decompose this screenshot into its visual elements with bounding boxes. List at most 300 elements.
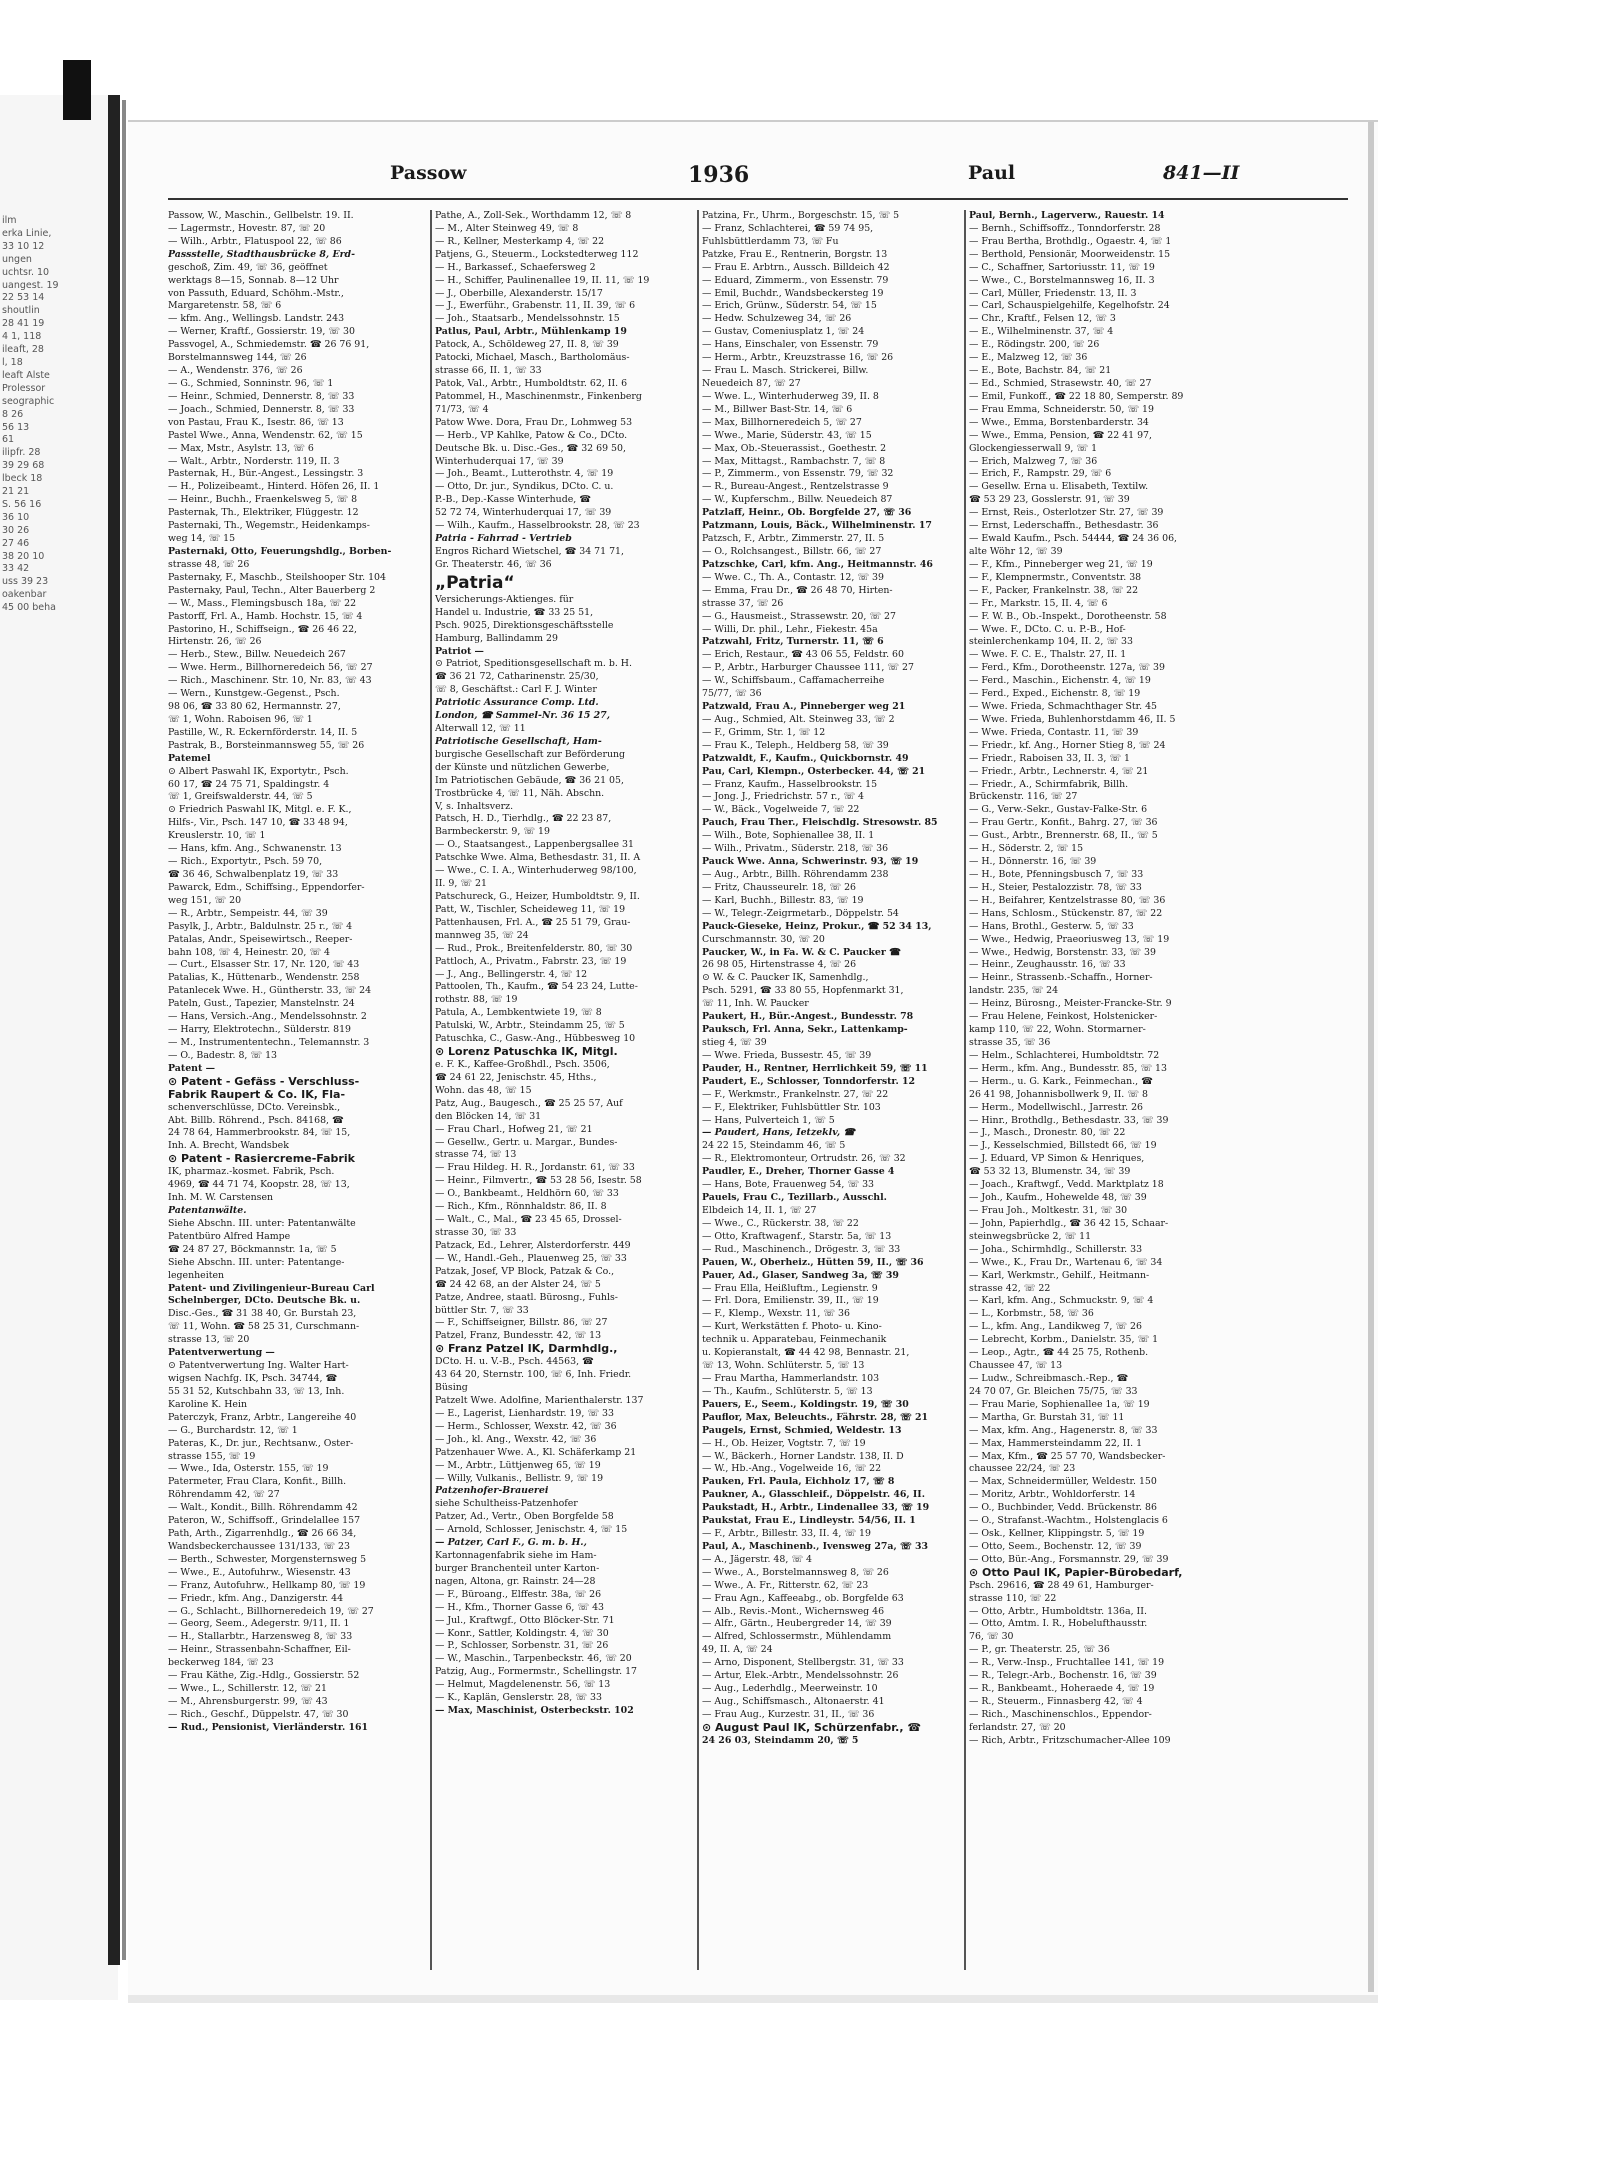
directory-entry: — G., Schmied, Sonninstr. 96, ☏ 1	[168, 377, 334, 389]
directory-entry: — W., Mass., Flemingsbusch 18a, ☏ 22	[168, 597, 357, 609]
directory-entry: — Emma, Frau Dr., ☎ 26 48 70, Hirten-	[702, 584, 893, 596]
directory-entry: — F., Elektriker, Fuhlsbüttler Str. 103	[702, 1101, 881, 1113]
directory-entry: — Ferd., Maschin., Eichenstr. 4, ☏ 19	[969, 675, 1151, 687]
directory-entry: weg 151, ☏ 20	[168, 894, 242, 906]
directory-entry: — R., Elektromonteur, Ortrudstr. 26, ☏ 32	[702, 1153, 906, 1165]
directory-entry: — Gustav, Comeniusplatz 1, ☏ 24	[702, 326, 865, 338]
directory-entry: Pathe, A., Zoll-Sek., Worthdamm 12, ☏ 8	[435, 210, 632, 221]
left-page-fragment: 33 42	[2, 563, 30, 575]
left-page-fragment: shoutlin	[2, 305, 40, 317]
directory-entry: Pawarck, Edm., Schiffsing., Eppendorfer-	[168, 881, 365, 893]
directory-entry: — Artur, Elek.-Arbtr., Mendelssohnstr. 26	[702, 1670, 899, 1682]
directory-entry: — Franz, Autofuhrw., Hellkamp 80, ☏ 19	[168, 1579, 366, 1591]
directory-entry: Patommel, H., Maschinenmstr., Finkenberg	[435, 390, 642, 402]
directory-entry: DCto. H. u. V.-B., Psch. 44563, ☎	[435, 1356, 594, 1368]
page-right-edge	[1368, 122, 1374, 1992]
directory-entry: Pauen, W., Oberheiz., Hütten 59, II., ☏ 36	[702, 1256, 924, 1268]
directory-entry: 55 31 52, Kutschbahn 33, ☏ 13, Inh.	[168, 1385, 345, 1397]
directory-entry: — E., Bote, Bachstr. 84, ☏ 21	[969, 365, 1112, 377]
directory-entry: — Aug., Lederhdlg., Meerweinstr. 10	[702, 1683, 878, 1695]
directory-entry: Patz, Aug., Baugesch., ☎ 25 25 57, Auf	[435, 1097, 623, 1109]
directory-entry: Kartonnagenfabrik siehe im Ham-	[435, 1550, 597, 1562]
directory-entry: steinlerchenkamp 104, II. 2, ☏ 33	[969, 636, 1133, 648]
directory-entry: — Erich, Grünw., Süderstr. 54, ☏ 15	[702, 300, 877, 312]
entry-column-1	[168, 210, 460, 1970]
directory-entry: — Rud., Prok., Breitenfelderstr. 80, ☏ 30	[435, 942, 633, 954]
directory-entry: burgische Gesellschaft zur Beförderung	[435, 748, 626, 760]
directory-entry: 52 72 74, Winterhuderquai 17, ☏ 39	[435, 507, 612, 519]
directory-entry: — O., Staatsangest., Lappenbergsallee 31	[435, 839, 634, 851]
directory-entry: ⊙ Otto Paul IK, Papier-Bürobedarf,	[969, 1566, 1183, 1579]
directory-entry: Pauels, Frau C., Tezillarb., Ausschl.	[702, 1192, 887, 1204]
directory-entry: — Rich., Maschinenschlos., Eppendor-	[969, 1708, 1152, 1720]
directory-entry: — Herm., Modellwischl., Jarrestr. 26	[969, 1101, 1144, 1113]
left-page-fragment: ungen	[2, 253, 32, 265]
directory-entry: — Gesellw., Gertr. u. Margar., Bundes-	[435, 1136, 618, 1148]
directory-entry: — Joh., Staatsarb., Mendelssohnstr. 15	[435, 313, 620, 325]
directory-entry: — A., Wendenstr. 376, ☏ 26	[168, 365, 303, 377]
directory-entry: Hirtenstr. 26, ☏ 26	[168, 636, 262, 648]
directory-entry: „Patria“	[435, 572, 515, 593]
directory-entry: — Konr., Sattler, Koldingstr. 4, ☏ 30	[435, 1627, 609, 1639]
directory-entry: Patuschka, C., Gasw.-Ang., Hübbesweg 10	[435, 1033, 636, 1045]
directory-entry: — E., Malzweg 12, ☏ 36	[969, 352, 1088, 364]
directory-entry: Paukert, H., Bür.-Angest., Bundesstr. 78	[702, 1011, 914, 1023]
directory-entry: — R., Verw.-Insp., Fruchtallee 141, ☏ 19	[969, 1657, 1165, 1669]
directory-entry: — Joach., Kraftwgf., Vedd. Marktplatz 18	[969, 1179, 1164, 1191]
directory-entry: Patent- und Zivilingenieur-Bureau Carl	[168, 1282, 375, 1294]
directory-entry: 60 17, ☎ 24 75 71, Spaldingstr. 4	[168, 778, 330, 790]
directory-entry: — R., Arbtr., Sempeistr. 44, ☏ 39	[168, 907, 328, 919]
directory-entry: V, s. Inhaltsverz.	[435, 800, 514, 812]
directory-entry: technik u. Apparatebau, Feinmechanik	[702, 1334, 887, 1346]
directory-entry: IK, pharmaz.-kosmet. Fabrik, Psch.	[168, 1166, 335, 1178]
directory-entry: bahn 108, ☏ 4, Heinestr. 20, ☏ 4	[168, 946, 330, 958]
directory-entry: — Otto, Amtm. I. R., Hobelufthausstr.	[969, 1618, 1148, 1630]
directory-entry: — Georg, Seem., Adegerstr. 9/11, II. 1	[168, 1618, 350, 1630]
directory-entry: — Frau Bertha, Brothdlg., Ogaestr. 4, ☏ 1	[969, 235, 1172, 247]
directory-entry: — F., Klempnermstr., Conventstr. 38	[969, 571, 1142, 583]
directory-entry: — F., Packer, Frankelnstr. 38, ☏ 22	[969, 584, 1139, 596]
directory-entry: Patt, W., Tischler, Scheideweg 11, ☏ 19	[435, 903, 626, 915]
directory-entry: — Wwe. C., Th. A., Contastr. 12, ☏ 39	[702, 571, 884, 583]
directory-entry: — O., Bankbeamt., Heldhörn 60, ☏ 33	[435, 1188, 619, 1200]
directory-entry: Röhrendamm 42, ☏ 27	[168, 1489, 280, 1501]
directory-entry: Winterhuderquai 17, ☏ 39	[435, 455, 564, 467]
directory-entry: Pauck Wwe. Anna, Schwerinstr. 93, ☏ 19	[702, 856, 919, 868]
column-divider	[964, 210, 966, 1970]
directory-entry: Patentanwälte.	[168, 1204, 247, 1216]
header-rule	[168, 198, 1348, 200]
left-page-fragment: uangest. 19	[2, 279, 59, 291]
directory-entry: — Fritz, Chausseurelr. 18, ☏ 26	[702, 881, 857, 893]
left-page-fragment: 21 21	[2, 486, 30, 498]
directory-entry: Path, Arth., Zigarrenhdlg., ☎ 26 66 34,	[168, 1528, 357, 1540]
directory-entry: Patsch, H. D., Tierhdlg., ☎ 22 23 87,	[435, 813, 612, 825]
directory-entry: — Frau Emma, Schneiderstr. 50, ☏ 19	[969, 403, 1154, 415]
directory-entry: — W., Handl.-Geh., Plauenweg 25, ☏ 33	[435, 1252, 627, 1264]
directory-entry: Paukner, A., Glasschleif., Döppelstr. 46, II.	[702, 1489, 925, 1501]
left-page-fragment: ilipfr. 28	[2, 447, 41, 459]
directory-entry: Patentbüro Alfred Hampe	[168, 1230, 291, 1242]
directory-entry: — Berthold, Pensionär, Moorweidenstr. 15	[969, 248, 1171, 260]
directory-entry: — Friedr., Raboisen 33, II. 3, ☏ 1	[969, 752, 1131, 764]
directory-entry: Patzsch, F., Arbtr., Zimmerstr. 27, II. 5	[702, 533, 885, 545]
directory-entry: Pauch, Frau Ther., Fleischdlg. Stresowstr. 85	[702, 817, 938, 829]
directory-entry: — Max, Kfm., ☎ 25 57 70, Wandsbecker-	[969, 1450, 1166, 1462]
directory-entry: — Ludw., Schreibmasch.-Rep., ☎	[969, 1372, 1129, 1384]
directory-entry: — kfm. Ang., Wellingsb. Landstr. 243	[168, 313, 345, 325]
directory-entry: 26 98 05, Hirtenstrasse 4, ☏ 26	[702, 959, 857, 971]
directory-entry: schenverschlüsse, DCto. Vereinsbk.,	[168, 1101, 341, 1113]
directory-entry: — Wwe., Hedwig, Borstenstr. 33, ☏ 39	[969, 946, 1156, 958]
directory-entry: ☏ 11, Wohn. ☎ 58 25 31, Curschmann-	[168, 1321, 360, 1333]
directory-entry: Patzer, Ad., Vertr., Oben Borgfelde 58	[435, 1511, 614, 1523]
directory-entry: Neuedeich 87, ☏ 27	[702, 377, 801, 389]
directory-entry: — P., Zimmerm., von Essenstr. 79, ☏ 32	[702, 468, 894, 480]
directory-entry: Pauers, E., Seem., Koldingstr. 19, ☏ 30	[702, 1398, 909, 1410]
directory-entry: — Herm., u. G. Kark., Feinmechan., ☎	[969, 1075, 1153, 1087]
directory-entry: Patriot —	[435, 645, 484, 657]
directory-entry: — Friedr., kf. Ang., Horner Stieg 8, ☏ 24	[969, 739, 1166, 751]
directory-entry: — Leop., Agtr., ☎ 44 25 75, Rothenb.	[969, 1347, 1149, 1359]
directory-entry: Engros Richard Wietschel, ☎ 34 71 71,	[435, 545, 624, 557]
directory-entry: mannweg 35, ☏ 24	[435, 929, 529, 941]
directory-entry: ☏ 11, Inh. W. Paucker	[702, 998, 809, 1010]
directory-entry: — Paudert, Hans, Ietzeklv, ☎	[702, 1127, 856, 1139]
directory-entry: — Wwe., Emma, Pension, ☎ 22 41 97,	[969, 429, 1152, 441]
directory-entry: 75/77, ☏ 36	[702, 688, 762, 700]
directory-entry: Patria - Fahrrad - Vertrieb	[435, 533, 572, 545]
directory-entry: Patzenhauer Wwe. A., Kl. Schäferkamp 21	[435, 1446, 637, 1458]
directory-entry: — Th., Kaufm., Schlüterstr. 5, ☏ 13	[702, 1385, 873, 1397]
directory-entry: Hamburg, Ballindamm 29	[435, 632, 558, 644]
directory-entry: steinwegsbrücke 2, ☏ 11	[969, 1230, 1092, 1242]
directory-entry: — W., Bäck., Vogelweide 7, ☏ 22	[702, 804, 860, 816]
left-page-fragment: lbeck 18	[2, 473, 43, 485]
directory-entry: Patschke Wwe. Alma, Bethesdastr. 31, II. A	[435, 852, 641, 864]
directory-entry: — Rud., Pensionist, Vierländerstr. 161	[168, 1721, 369, 1733]
directory-entry: ☏ 1, Greifswalderstr. 44, ☏ 5	[168, 791, 313, 803]
directory-entry: Curschmannstr. 30, ☏ 20	[702, 933, 825, 945]
left-page-fragment: 30 26	[2, 524, 30, 536]
directory-entry: — Aug., Schmied, Alt. Steinweg 33, ☏ 2	[702, 713, 895, 725]
directory-entry: Wohn. das 48, ☏ 15	[435, 1084, 532, 1096]
directory-entry: Paucker, W., in Fa. W. & C. Paucker ☎	[702, 946, 901, 958]
directory-entry: strasse 13, ☏ 20	[168, 1334, 250, 1346]
left-page-fragment: 22 53 14	[2, 292, 45, 304]
directory-entry: — M., Arbtr., Lüttjenweg 65, ☏ 19	[435, 1459, 601, 1471]
directory-entry: — F. W. B., Ob.-Inspekt., Dorotheenstr. 58	[969, 610, 1167, 622]
directory-entry: — P., gr. Theaterstr. 25, ☏ 36	[969, 1644, 1110, 1656]
directory-entry: Inh. A. Brecht, Wandsbek	[168, 1140, 289, 1152]
directory-entry: legenheiten	[168, 1269, 225, 1281]
directory-entry: Patzelt Wwe. Adolfine, Marienthalerstr. 137	[435, 1394, 644, 1406]
directory-entry: — Kurt, Werkstätten f. Photo- u. Kino-	[702, 1321, 882, 1333]
directory-entry: — Otto, Seem., Bochenstr. 12, ☏ 39	[969, 1540, 1142, 1552]
page-number: 841—II	[1163, 162, 1240, 184]
directory-entry: — Ferd., Exped., Eichenstr. 8, ☏ 19	[969, 688, 1141, 700]
directory-entry: — Wwe. Herm., Billhorneredeich 56, ☏ 27	[168, 662, 373, 674]
directory-entry: — F., Grimm, Str. 1, ☏ 12	[702, 726, 826, 738]
directory-entry: — G., Schlacht., Billhorneredeich 19, ☏ 27	[168, 1605, 374, 1617]
directory-entry: — Gust., Arbtr., Brennerstr. 68, II., ☏ 5	[969, 830, 1158, 842]
directory-entry: — Franz, Schlachterei, ☎ 59 74 95,	[702, 222, 874, 234]
left-page-fragment: 45 00 beha	[2, 602, 56, 614]
directory-entry: — F., Büroang., Elffestr. 38a, ☏ 26	[435, 1588, 602, 1600]
left-page-fragment: seographic	[2, 395, 55, 407]
directory-entry: Patzenhofer-Brauerei	[435, 1485, 549, 1497]
directory-entry: — Herm., Schlosser, Wexstr. 42, ☏ 36	[435, 1420, 617, 1432]
directory-entry: — C., Schaffner, Sartoriusstr. 11, ☏ 19	[969, 261, 1155, 273]
directory-entry: Büsing	[435, 1382, 468, 1394]
directory-entry: Paudler, E., Dreher, Thorner Gasse 4	[702, 1166, 895, 1178]
directory-entry: — F., Arbtr., Billestr. 33, II. 4, ☏ 19	[702, 1528, 871, 1540]
directory-entry: Patriotic Assurance Comp. Ltd.	[435, 697, 599, 709]
directory-entry: — Rich., Geschf., Düppelstr. 47, ☏ 30	[168, 1708, 349, 1720]
directory-entry: — Emil, Funkoff., ☎ 22 18 80, Semperstr. 89	[969, 390, 1184, 402]
directory-entry: Psch. 5291, ☎ 33 80 55, Hopfenmarkt 31,	[702, 985, 904, 997]
directory-entry: Brückenstr. 116, ☏ 27	[969, 791, 1078, 803]
directory-entry: Fuhlsbüttlerdamm 73, ☏ Fu	[702, 235, 839, 247]
directory-entry: — Wwe. L., Winterhuderweg 39, II. 8	[702, 390, 879, 402]
directory-entry: alte Wöhr 12, ☏ 39	[969, 545, 1063, 557]
directory-entry: — R., Bankbeamt., Hoheraede 4, ☏ 19	[969, 1683, 1155, 1695]
directory-entry: der Künste und nützlichen Gewerbe,	[435, 761, 610, 773]
directory-entry: — W., Bäckerh., Horner Landstr. 138, II. D	[702, 1450, 904, 1462]
directory-entry: — M., Instrumententechn., Telemannstr. 3	[168, 1037, 370, 1048]
directory-entry: Pauck-Gieseke, Heinz, Prokur., ☎ 52 34 13,	[702, 920, 932, 932]
running-head	[128, 162, 1368, 196]
directory-entry: Paul, A., Maschinenb., Ivensweg 27a, ☏ 33	[702, 1540, 929, 1552]
directory-entry: — Rich., Maschinenr. Str. 10, Nr. 83, ☏ 43	[168, 675, 372, 687]
directory-entry: — Rich, Arbtr., Fritzschumacher-Allee 109	[969, 1734, 1171, 1746]
directory-entry: — Joha., Schirmhdlg., Schillerstr. 33	[969, 1243, 1143, 1255]
directory-entry: — H., Ob. Heizer, Vogtstr. 7, ☏ 19	[702, 1437, 866, 1449]
directory-entry: — Otto, Dr. jur., Syndikus, DCto. C. u.	[435, 481, 614, 493]
directory-entry: — Heinr., Strassenb.-Schaffn., Horner-	[969, 972, 1153, 984]
directory-entry: Passow, W., Maschin., Gellbelstr. 19. II.	[168, 210, 354, 221]
directory-entry: Patzel, Franz, Bundesstr. 42, ☏ 13	[435, 1330, 602, 1342]
directory-entry: — Wwe., C. I. A., Winterhuderweg 98/100,	[435, 865, 637, 877]
directory-entry: — Walt., C., Mal., ☎ 23 45 65, Drossel-	[435, 1214, 622, 1226]
directory-entry: — R., Steuerm., Finnasberg 42, ☏ 4	[969, 1696, 1143, 1708]
directory-entry: — Franz, Kaufm., Hasselbrookstr. 15	[702, 778, 878, 790]
directory-entry: werktags 8—15, Sonnab. 8—12 Uhr	[168, 274, 339, 286]
directory-entry: — Joh., Beamt., Lutterothstr. 4, ☏ 19	[435, 468, 614, 480]
directory-entry: Siehe Abschn. III. unter: Patentanwälte	[168, 1217, 356, 1229]
directory-entry: den Blöcken 14, ☏ 31	[435, 1110, 542, 1122]
directory-entry: — Karl, Werkmstr., Gehilf., Heitmann-	[969, 1269, 1150, 1281]
directory-entry: — O., Badestr. 8, ☏ 13	[168, 1049, 278, 1061]
directory-entry: ☎ 24 61 22, Jenischstr. 45, Hths.,	[435, 1071, 597, 1083]
directory-entry: — Willi, Dr. phil., Lehr., Fiekestr. 45a	[702, 623, 878, 635]
left-page-fragment: 39 29 68	[2, 460, 45, 472]
directory-entry: Hilfs-, Vir., Psch. 147 10, ☎ 33 48 94,	[168, 817, 348, 829]
directory-entry: — J., Oberbille, Alexanderstr. 15/17	[435, 287, 603, 299]
directory-entry: — Aug., Schiffsmasch., Altonaerstr. 41	[702, 1696, 885, 1708]
directory-entry: — Alb., Revis.-Mont., Wichernsweg 46	[702, 1605, 885, 1617]
left-page-fragment: oakenbar	[2, 589, 47, 601]
directory-entry: — Wwe. Frieda, Schmachthager Str. 45	[969, 701, 1158, 713]
directory-entry: — E., Rödingstr. 200, ☏ 26	[969, 339, 1100, 351]
directory-entry: — W., Maschin., Tarpenbeckstr. 46, ☏ 20	[435, 1653, 632, 1665]
directory-entry: Patalas, Andr., Speisewirtsch., Reeper-	[168, 933, 353, 945]
left-page-fragment: ilm	[2, 215, 17, 226]
left-page-fragment: 38 20 10	[2, 550, 45, 562]
directory-entry: — Rud., Maschinench., Drögestr. 3, ☏ 33	[702, 1243, 901, 1255]
directory-entry: — Lagermstr., Hovestr. 87, ☏ 20	[168, 222, 326, 234]
directory-entry: Patzig, Aug., Formermstr., Schellingstr. 17	[435, 1666, 637, 1678]
left-page-fragment: 4 1, 118	[2, 331, 42, 343]
directory-entry: — Wwe. F., DCto. C. u. P.-B., Hof-	[969, 623, 1126, 635]
directory-entry: ☏ 8, Geschäftst.: Carl F. J. Winter	[435, 684, 597, 696]
directory-entry: — H., Dönnerstr. 16, ☏ 39	[969, 856, 1097, 868]
directory-page	[128, 120, 1378, 2000]
directory-entry: strasse 74, ☏ 13	[435, 1149, 517, 1161]
left-page-fragment: 56 13	[2, 421, 30, 433]
directory-entry: ferlandstr. 27, ☏ 20	[969, 1721, 1066, 1733]
directory-entry: Abt. Billb. Röhrend., Psch. 84168, ☎	[168, 1114, 344, 1126]
directory-entry: geschoß, Zim. 49, ☏ 36, geöffnet	[168, 261, 328, 273]
directory-entry: — Arno, Disponent, Stellbergstr. 31, ☏ 33	[702, 1657, 904, 1669]
directory-entry: — H., Kfm., Thorner Gasse 6, ☏ 43	[435, 1601, 605, 1613]
directory-entry: Psch. 29616, ☎ 28 49 61, Hamburger-	[969, 1579, 1154, 1591]
directory-entry: Pasternaky, F., Maschb., Steilshooper Str. 104	[168, 571, 386, 583]
directory-entry: beckerweg 184, ☏ 23	[168, 1657, 274, 1669]
directory-entry: — Wwe., C., Borstelmannsweg 16, II. 3	[969, 274, 1155, 286]
directory-entry: Paugels, Ernst, Schmied, Weldestr. 13	[702, 1424, 902, 1436]
directory-entry: — Otto, Bür.-Ang., Forsmannstr. 29, ☏ 39	[969, 1553, 1169, 1565]
directory-entry: — Frau Käthe, Zig.-Hdlg., Gossierstr. 52	[168, 1670, 360, 1682]
directory-entry: ☎ 36 21 72, Catharinenstr. 25/30,	[435, 671, 599, 683]
directory-entry: Patzmann, Louis, Bäck., Wilhelminenstr. 17	[702, 520, 932, 532]
left-page-fragment: erka Linie,	[2, 227, 52, 239]
directory-entry: Patok, Val., Arbtr., Humboldtstr. 62, II. 6	[435, 377, 628, 389]
directory-entry: — Lebrecht, Korbm., Danielstr. 35, ☏ 1	[969, 1334, 1159, 1346]
directory-entry: — Jul., Kraftwgf., Otto Blöcker-Str. 71	[435, 1614, 615, 1626]
directory-entry: — Frau Charl., Hofweg 21, ☏ 21	[435, 1123, 593, 1135]
directory-entry: — H., Söderstr. 2, ☏ 15	[969, 843, 1084, 855]
directory-entry: — Bernh., Schiffsoffz., Tonndorferstr. 28	[969, 222, 1161, 234]
left-page-fragment: 28 41 19	[2, 318, 45, 330]
directory-entry: strasse 42, ☏ 22	[969, 1282, 1051, 1294]
directory-entry: Pauken, Frl. Paula, Eichholz 17, ☏ 8	[702, 1476, 895, 1488]
directory-entry: Pateron, W., Schiffsoff., Grindelallee 157	[168, 1515, 361, 1527]
directory-entry: — Osk., Kellner, Klippingstr. 5, ☏ 19	[969, 1528, 1145, 1540]
directory-entry: — Hans, Versich.-Ang., Mendelssohnstr. 2	[168, 1011, 367, 1023]
directory-entry: von Passuth, Eduard, Schöhm.-Mstr.,	[168, 287, 344, 299]
left-page-fragment: 27 46	[2, 537, 30, 549]
directory-entry: — R., Kellner, Mesterkamp 4, ☏ 22	[435, 235, 605, 247]
directory-entry: Pasylk, J., Arbtr., Baldulnstr. 25 r., ☏ 4	[168, 920, 353, 932]
directory-entry: — Jong. J., Friedrichstr. 57 r., ☏ 4	[702, 791, 864, 803]
directory-entry: Kreuslerstr. 10, ☏ 1	[168, 830, 266, 842]
directory-entry: — Willy, Vulkanis., Bellistr. 9, ☏ 19	[435, 1472, 604, 1484]
directory-entry: burger Branchenteil unter Karton-	[435, 1562, 600, 1574]
directory-entry: — Heinr., Buchh., Fraenkelsweg 5, ☏ 8	[168, 494, 358, 506]
directory-entry: Trostbrücke 4, ☏ 11, Näh. Abschn.	[435, 787, 605, 799]
directory-entry: Passstelle, Stadthausbrücke 8, Erd-	[168, 248, 355, 260]
directory-entry: — Heinr., Schmied, Dennerstr. 8, ☏ 33	[168, 390, 355, 402]
directory-entry: — Wern., Kunstgew.-Gegenst., Psch.	[168, 688, 340, 700]
directory-entry: — H., Beifahrer, Kentzelstrasse 80, ☏ 36	[969, 894, 1166, 906]
directory-entry: Pattenhausen, Frl. A., ☎ 25 51 79, Grau-	[435, 916, 631, 928]
directory-entry: Gr. Theaterstr. 46, ☏ 36	[435, 558, 552, 570]
directory-entry: — Ernst, Lederschaffn., Bethesdastr. 36	[969, 520, 1159, 532]
directory-entry: — Max, Ob.-Steuerassist., Goethestr. 2	[702, 442, 887, 454]
directory-entry: — Heinr., Filmvertr., ☎ 53 28 56, Isestr. 58	[435, 1175, 642, 1187]
directory-entry: — Hans, Pulverteich 1, ☏ 5	[702, 1114, 835, 1126]
entry-column-2	[435, 210, 727, 1970]
directory-entry: — Otto, Kraftwagenf., Starstr. 5a, ☏ 13	[702, 1230, 892, 1242]
directory-entry: 24 22 15, Steindamm 46, ☏ 5	[702, 1140, 846, 1152]
directory-entry: Pauksch, Frl. Anna, Sekr., Lattenkamp-	[702, 1024, 908, 1036]
directory-entry: Disc.-Ges., ☎ 31 38 40, Gr. Burstah 23,	[168, 1308, 357, 1320]
directory-entry: strasse 35, ☏ 36	[969, 1037, 1051, 1048]
directory-entry: — Frau Gertr., Konfit., Bahrg. 27, ☏ 36	[969, 817, 1158, 829]
directory-entry: ⊙ August Paul IK, Schürzenfabr., ☎	[702, 1721, 922, 1734]
directory-entry: — Emil, Buchdr., Wandsbeckersteg 19	[702, 287, 884, 299]
directory-entry: Patzwaldt, F., Kaufm., Quickbornstr. 49	[702, 752, 909, 764]
directory-entry: — J., Ewerführ., Grabenstr. 11, II. 39, ☏ 6	[435, 300, 636, 312]
directory-entry: — Wwe., C., Rückerstr. 38, ☏ 22	[702, 1217, 859, 1229]
directory-entry: P.-B., Dep.-Kasse Winterhude, ☎	[435, 494, 591, 506]
directory-entry: Passvogel, A., Schmiedemstr. ☎ 26 76 91,	[168, 339, 370, 351]
directory-entry: Patanlecek Wwe. H., Güntherstr. 33, ☏ 24	[168, 985, 372, 997]
directory-entry: — Friedr., kfm. Ang., Danzigerstr. 44	[168, 1592, 344, 1604]
directory-entry: — Max, Mstr., Asylstr. 13, ☏ 6	[168, 442, 314, 454]
left-page-edge-text	[2, 215, 102, 615]
directory-entry: Margaretenstr. 58, ☏ 6	[168, 300, 282, 312]
directory-entry: — F., Klemp., Wexstr. 11, ☏ 36	[702, 1308, 850, 1320]
directory-entry: — Wwe., K., Frau Dr., Wartenau 6, ☏ 34	[969, 1256, 1163, 1268]
directory-entry: ⊙ Lorenz Patuschka IK, Mitgl.	[435, 1046, 618, 1059]
directory-entry: strasse 155, ☏ 19	[168, 1450, 256, 1462]
directory-entry: Patzina, Fr., Uhrm., Borgeschstr. 15, ☏ 5	[702, 210, 900, 221]
directory-entry: Paudert, E., Schlosser, Tonndorferstr. 12	[702, 1075, 916, 1087]
directory-entry: Patze, Andree, staatl. Bürosng., Fuhls-	[435, 1291, 618, 1303]
directory-entry: — H., Schiffer, Paulinenallee 19, II. 11, ☏ 19	[435, 274, 650, 286]
directory-entry: — Herb., Stew., Billw. Neuedeich 267	[168, 649, 346, 661]
directory-entry: ⊙ Patent - Rasiercreme-Fabrik	[168, 1153, 355, 1166]
directory-entry: — Herb., VP Kahlke, Patow & Co., DCto.	[435, 429, 628, 441]
directory-entry: — Wwe., Hedwig, Praeoriusweg 13, ☏ 19	[969, 933, 1170, 945]
directory-entry: strasse 37, ☏ 26	[702, 597, 784, 609]
directory-entry: 49, II. A, ☏ 24	[702, 1644, 773, 1656]
directory-entry: — G., Verw.-Sekr., Gustav-Falke-Str. 6	[969, 804, 1148, 816]
directory-entry: — Wilh., Privatm., Süderstr. 218, ☏ 36	[702, 843, 889, 855]
directory-entry: — E., Wilhelminenstr. 37, ☏ 4	[969, 326, 1114, 338]
directory-entry: Patulski, W., Arbtr., Steindamm 25, ☏ 5	[435, 1020, 625, 1032]
directory-entry: — Joh., Kaufm., Hohewelde 48, ☏ 39	[969, 1192, 1147, 1204]
directory-entry: Pastorino, H., Schiffseign., ☎ 26 46 22,	[168, 623, 358, 635]
directory-entry: Pauer, Ad., Glaser, Sandweg 3a, ☏ 39	[702, 1269, 899, 1281]
directory-entry: Patzwahl, Fritz, Turnerstr. 11, ☏ 6	[702, 636, 884, 648]
directory-entry: — Max, kfm. Ang., Hagenerstr. 8, ☏ 33	[969, 1424, 1158, 1436]
directory-entry: — Curt., Elsasser Str. 17, Nr. 120, ☏ 43	[168, 959, 360, 971]
directory-entry: Paterczyk, Franz, Arbtr., Langereihe 40	[168, 1411, 357, 1423]
left-facing-page	[0, 95, 118, 2000]
directory-entry: Paul, Bernh., Lagerverw., Rauestr. 14	[969, 210, 1165, 221]
directory-entry: Patzak, Josef, VP Block, Patzak & Co.,	[435, 1265, 615, 1277]
directory-entry: ⊙ Patriot, Speditionsgesellschaft m. b. H.	[435, 658, 632, 670]
directory-entry: — Frau Martha, Hammerlandstr. 103	[702, 1372, 880, 1384]
directory-entry: — Alfr., Gärtn., Heubergreder 14, ☏ 39	[702, 1618, 892, 1630]
directory-entry: — L., kfm. Ang., Landikweg 7, ☏ 26	[969, 1321, 1142, 1333]
directory-entry: Karoline K. Hein	[168, 1398, 248, 1410]
directory-entry: Patent —	[168, 1062, 215, 1074]
